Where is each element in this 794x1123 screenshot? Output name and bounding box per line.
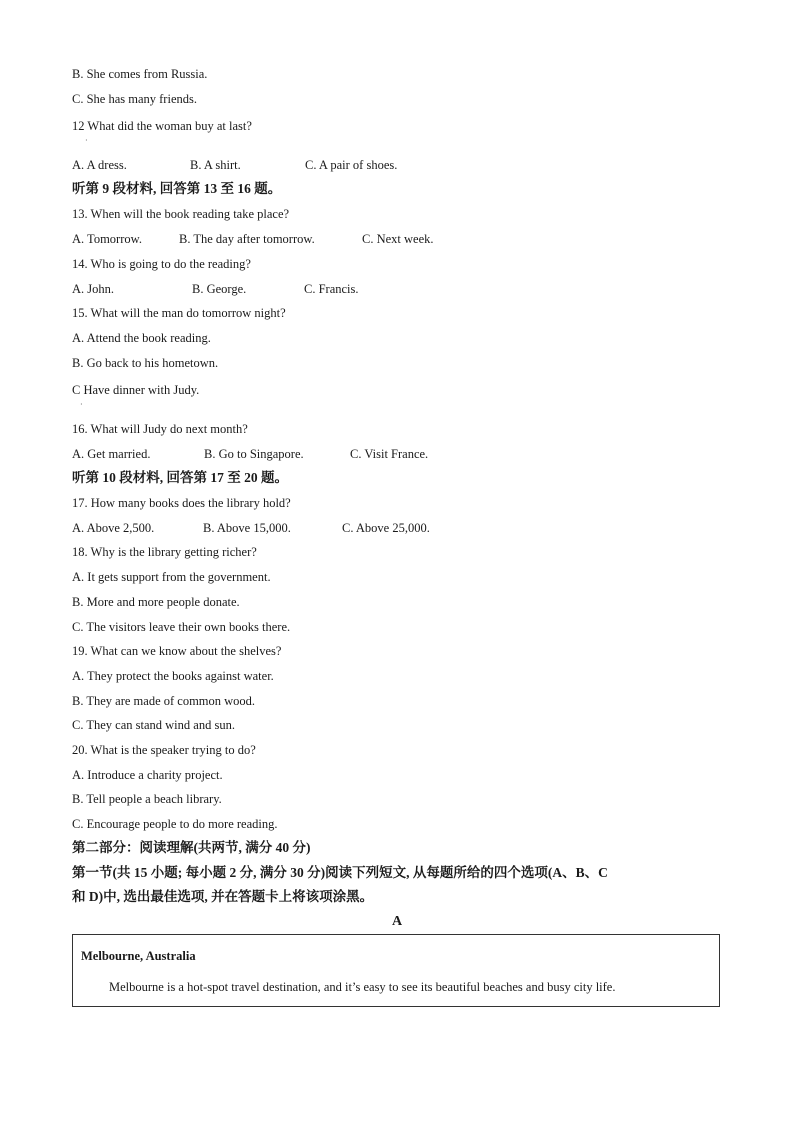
q16-option-a: A. Get married. bbox=[72, 447, 151, 461]
passage-title: Melbourne, Australia bbox=[81, 949, 196, 963]
question-14: 14. Who is going to do the reading? bbox=[72, 257, 251, 271]
question-17: 17. How many books does the library hold? bbox=[72, 496, 291, 510]
passage-box bbox=[72, 934, 720, 1007]
heading-section-9: 听第 9 段材料, 回答第 13 至 16 题。 bbox=[72, 181, 282, 196]
section-one-instructions: 第一节(共 15 小题; 每小题 2 分, 满分 30 分)阅读下列短文, 从每题所给的四个选项(A、B、C bbox=[72, 865, 608, 880]
passage-letter: A bbox=[391, 914, 403, 929]
q14-option-c: C. Francis. bbox=[304, 282, 359, 296]
q14-option-b: B. George. bbox=[192, 282, 247, 296]
q13-option-c: C. Next week. bbox=[362, 232, 434, 246]
q18-option-c: C. The visitors leave their own books there. bbox=[72, 620, 291, 634]
q16-option-b: B. Go to Singapore. bbox=[204, 447, 304, 461]
q14-option-a: A. John. bbox=[72, 282, 115, 296]
passage-body: Melbourne is a hot-spot travel destination, and it’s easy to see its beautiful beaches and busy city life. bbox=[109, 980, 616, 994]
q19-option-b: B. They are made of common wood. bbox=[72, 694, 256, 708]
q20-option-c: C. Encourage people to do more reading. bbox=[72, 817, 278, 831]
q20-option-b: B. Tell people a beach library. bbox=[72, 792, 222, 806]
question-16: 16. What will Judy do next month? bbox=[72, 422, 248, 436]
q15-option-a: A. Attend the book reading. bbox=[72, 331, 211, 345]
section-one-instructions-cont: 和 D)中, 选出最佳选项, 并在答题卡上将该项涂黑。 bbox=[72, 889, 374, 904]
q18-option-a: A. It gets support from the government. bbox=[72, 570, 271, 584]
q17-option-b: B. Above 15,000. bbox=[203, 521, 291, 535]
q15-option-c: C Have dinner with Judy. bbox=[72, 383, 200, 397]
stray-dot: · bbox=[85, 136, 88, 145]
question-13: 13. When will the book reading take place? bbox=[72, 207, 290, 221]
q13-option-b: B. The day after tomorrow. bbox=[179, 232, 315, 246]
heading-section-10: 听第 10 段材料, 回答第 17 至 20 题。 bbox=[72, 470, 288, 485]
q17-option-a: A. Above 2,500. bbox=[72, 521, 155, 535]
q12-option-c: C. A pair of shoes. bbox=[305, 158, 398, 172]
q16-option-c: C. Visit France. bbox=[350, 447, 429, 461]
q11-option-c: C. She has many friends. bbox=[72, 92, 197, 106]
q12-option-b: B. A shirt. bbox=[190, 158, 241, 172]
q19-option-c: C. They can stand wind and sun. bbox=[72, 718, 235, 732]
q19-option-a: A. They protect the books against water. bbox=[72, 669, 274, 683]
q12-option-a: A. A dress. bbox=[72, 158, 127, 172]
question-20: 20. What is the speaker trying to do? bbox=[72, 743, 256, 757]
q17-option-c: C. Above 25,000. bbox=[342, 521, 430, 535]
q11-option-b: B. She comes from Russia. bbox=[72, 67, 208, 81]
question-18: 18. Why is the library getting richer? bbox=[72, 545, 257, 559]
q15-option-b: B. Go back to his hometown. bbox=[72, 356, 219, 370]
q18-option-b: B. More and more people donate. bbox=[72, 595, 240, 609]
question-15: 15. What will the man do tomorrow night? bbox=[72, 306, 286, 320]
q13-option-a: A. Tomorrow. bbox=[72, 232, 142, 246]
q20-option-a: A. Introduce a charity project. bbox=[72, 768, 223, 782]
question-12: 12 What did the woman buy at last? bbox=[72, 119, 252, 133]
question-19: 19. What can we know about the shelves? bbox=[72, 644, 282, 658]
part-two-heading: 第二部分：阅读理解(共两节, 满分 40 分) bbox=[72, 840, 311, 855]
stray-dot: · bbox=[80, 400, 83, 409]
